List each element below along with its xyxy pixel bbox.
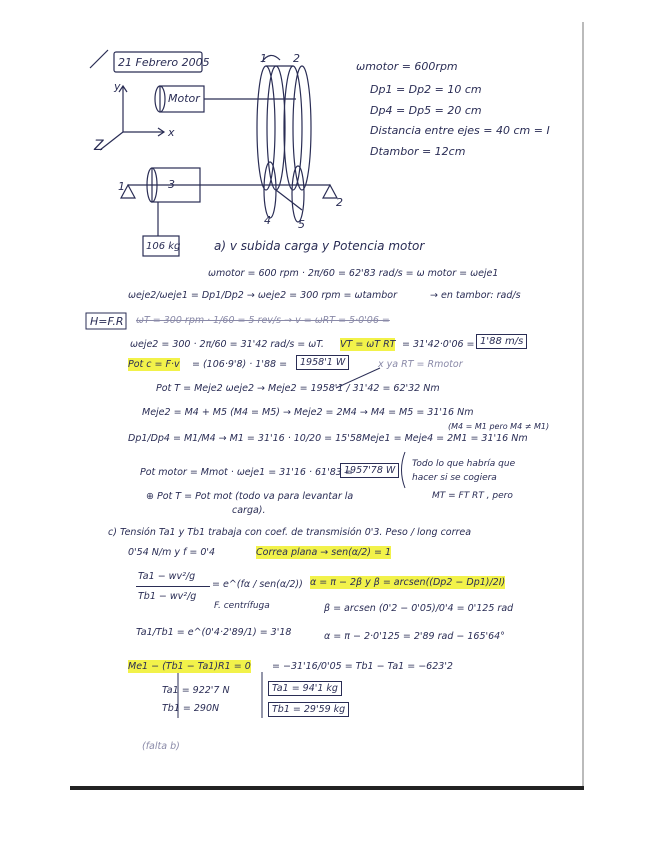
given-line-2: Dp1 = Dp2 = 10 cm (370, 83, 482, 96)
sc-line-2a: 0'54 N/m y f = 0'4 (128, 547, 216, 558)
result-power-load: 1958'1 W (296, 355, 349, 370)
sc-eq1-rhs: = e^(fα / sen(α/2)) (212, 579, 303, 590)
sc-beta: β = arcsen (0'2 − 0'05)/0'4 = 0'125 rad (324, 603, 514, 614)
sc-eq1-num: Ta1 − wv²/g (138, 571, 196, 582)
sa-line-8: Dp1/Dp4 = M1/M4 → M1 = 31'16 · 10/20 = 15'58 (128, 433, 362, 444)
sa-line-6: Pot T = Meje2 ωeje2 → Meje2 = 1958'1 / 31'42 = 62'32 Nm (156, 383, 440, 394)
support-right (323, 185, 337, 198)
sc-result-ta-n: Ta1 = 922'7 N (162, 685, 230, 696)
load-label: 106 kg (146, 241, 181, 252)
given-line-1: ωmotor = 600rpm (356, 60, 458, 73)
given-line-4: Distancia entre ejes = 40 cm = I (370, 124, 550, 137)
sc-result-ta-kg: Ta1 = 94'1 kg (268, 681, 342, 696)
sc-alpha2: α = π − 2·0'125 = 2'89 rad − 165'64° (324, 631, 505, 642)
sc-meq: Me1 − (Tb1 − Ta1)R1 = 0 (128, 661, 251, 672)
corner-mark (90, 50, 108, 68)
sa-line-7: Meje2 = M4 + M5 (M4 = M5) → Meje2 = 2M4 → M4 = M5 = 31'16 Nm (142, 407, 474, 418)
section-c-title: c) Tensión Ta1 y Tb1 trabaja con coef. de transmisión 0'3. Peso / long correa (108, 527, 472, 538)
sa-line-8b: Meje1 = Meje4 = 2M1 = 31'16 Nm (362, 433, 528, 444)
sa-line-4b: VT = ωT RT (340, 339, 396, 350)
sc-eq1-den: Tb1 − wv²/g (138, 591, 197, 602)
sa-line-2a: ωeje2/ωeje1 = Dp1/Dp2 → ωeje2 = 300 rpm = ωtambor (128, 290, 398, 301)
axis-x-label: x (168, 126, 175, 139)
mfr-label: H=F.R (90, 315, 124, 328)
note-brace (402, 452, 406, 488)
sc-alpha: α = π − 2β y β = arcsen((Dp2 − Dp1)/2I) (310, 577, 506, 588)
given-line-3: Dp4 = Dp5 = 20 cm (370, 104, 482, 117)
missing-part-note: (falta b) (142, 741, 180, 752)
sa-line-4c: = 31'42·0'06 = (402, 339, 475, 350)
sa-line-8-note: (M4 = M1 pero M4 ≠ M1) (448, 422, 550, 431)
support-1-label: 1 (118, 180, 125, 193)
sc-eq1-note: F. centrífuga (214, 601, 270, 611)
sa-line-9e: MT = FT RT , pero (432, 491, 513, 501)
sa-line-5d: x ya RT = Rmotor (378, 359, 463, 370)
sa-line-4a: ωeje2 = 300 · 2π/60 = 31'42 rad/s = ωT. (130, 339, 324, 350)
sc-line-2b: Correa plana → sen(α/2) = 1 (256, 547, 392, 558)
section-a-title: a) v subida carga y Potencia motor (214, 239, 425, 253)
sa-line-1: ωmotor = 600 rpm · 2π/60 = 62'83 rad/s = ω motor = ωeje1 (208, 268, 499, 279)
sa-line-5a: Pot c = F·v (128, 359, 180, 370)
sa-line-11: carga). (232, 505, 266, 516)
given-line-5: Dtambor = 12cm (370, 145, 466, 158)
sc-ratio: Ta1/Tb1 = e^(0'4·2'89/1) = 3'18 (136, 627, 292, 638)
sa-line-9d: hacer si se cogiera (412, 473, 497, 483)
pulley-4-label: 4 (264, 214, 271, 227)
result-power-motor: 1957'78 W (340, 463, 399, 478)
axis-z-label: Z (94, 138, 104, 154)
sc-result-tb-kg: Tb1 = 29'59 kg (268, 702, 349, 717)
sc-eq1-bar (136, 586, 210, 587)
sa-line-9c: Todo lo que habría que (412, 459, 516, 469)
support-2-label: 2 (336, 196, 343, 209)
pulley-2-label: 2 (293, 52, 300, 65)
motor-label: Motor (168, 92, 200, 105)
sa-line-9a: Pot motor = Mmot · ωeje1 = 31'16 · 61'83 = (140, 467, 353, 478)
drum-label: 3 (168, 178, 175, 191)
sc-result-tb-n: Tb1 = 290N (162, 703, 220, 714)
sa-line-10: ⊕ Pot T = Pot mot (todo va para levantar la (146, 491, 354, 502)
sa-line-3: ωT = 300 rpm · 1/60 = 5 rev/s → v = ωRT = 5·0'06 = (136, 315, 390, 326)
pulley-5-label: 5 (298, 218, 305, 231)
pulley-1-label: 1 (260, 52, 267, 65)
axis-y-label: y (114, 80, 121, 93)
sc-meq2: = −31'16/0'05 = Tb1 − Ta1 = −623'2 (272, 661, 453, 672)
sa-line-5b: = (106·9'8) · 1'88 = (192, 359, 288, 370)
result-velocity: 1'88 m/s (476, 334, 527, 349)
date-label: 21 Febrero 2005 (118, 56, 210, 69)
sa-line-2b: → en tambor: rad/s (430, 290, 521, 301)
